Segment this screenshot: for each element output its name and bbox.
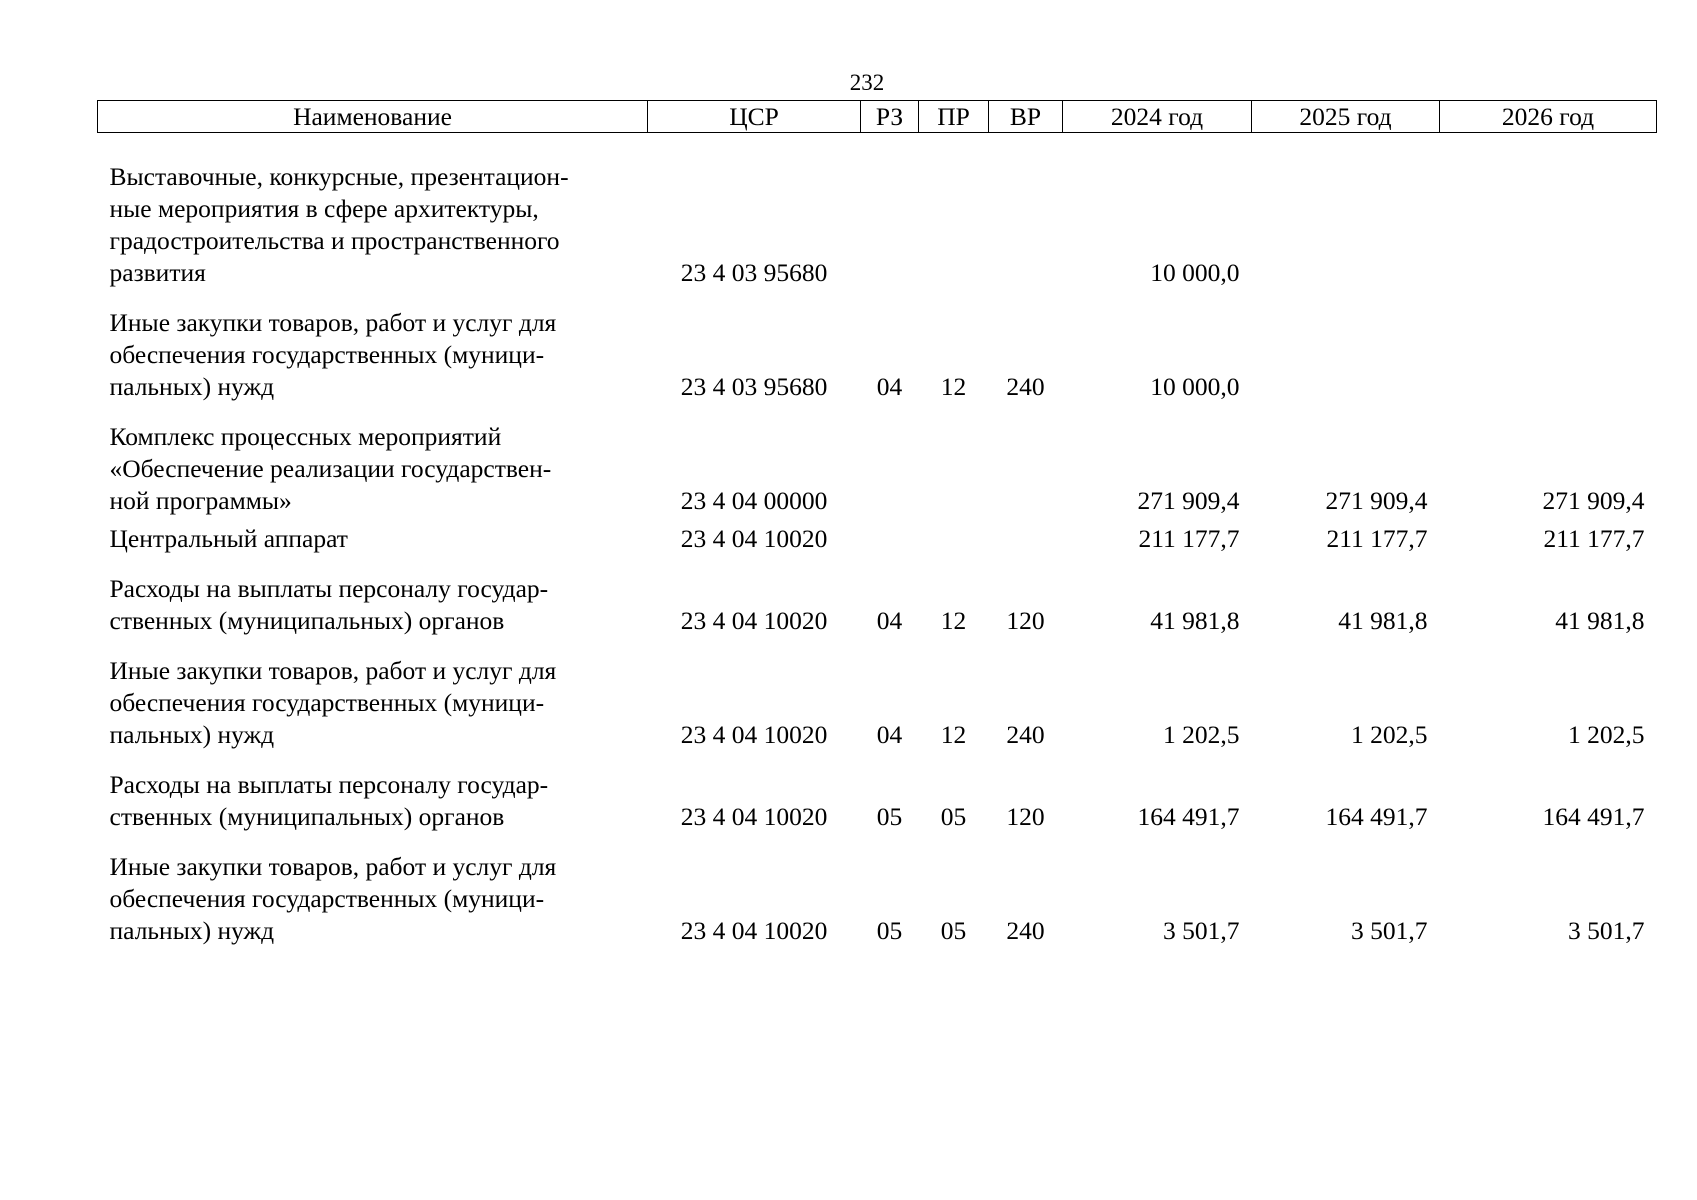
row-pr: 12 bbox=[940, 606, 967, 635]
row-rz: 04 bbox=[876, 720, 903, 749]
row-rz: 04 bbox=[876, 372, 903, 401]
row-vr: 240 bbox=[1006, 372, 1045, 401]
row-name-line: пальных) нужд bbox=[109, 720, 275, 749]
header-rz: РЗ bbox=[861, 101, 919, 133]
table-body bbox=[98, 133, 1657, 948]
table-row bbox=[98, 161, 1657, 289]
row-2024: 211 177,7 bbox=[1138, 524, 1240, 553]
row-vr bbox=[989, 161, 1063, 289]
row-name-line: Иные закупки товаров, работ и услуг для bbox=[109, 308, 557, 337]
row-name-line: Расходы на выплаты персоналу государ- bbox=[109, 770, 549, 799]
row-2026: 164 491,7 bbox=[1542, 802, 1645, 831]
row-csr: 23 4 04 10020 bbox=[680, 524, 828, 553]
row-2025: 41 981,8 bbox=[1338, 606, 1428, 635]
table-row bbox=[98, 307, 1657, 403]
row-name-line: обеспечения государственных (муници- bbox=[109, 688, 545, 717]
header-csr: ЦСР bbox=[648, 101, 861, 133]
row-name bbox=[98, 655, 648, 751]
row-pr bbox=[919, 421, 989, 517]
table-row bbox=[98, 655, 1657, 751]
row-name-line: Иные закупки товаров, работ и услуг для bbox=[109, 656, 557, 685]
row-name-line: пальных) нужд bbox=[109, 372, 275, 401]
row-vr bbox=[989, 421, 1063, 517]
table-row bbox=[98, 523, 1657, 555]
page-number: 232 bbox=[849, 70, 885, 95]
row-name-line: развития bbox=[109, 258, 206, 287]
row-vr bbox=[989, 523, 1063, 555]
budget-table bbox=[97, 100, 1657, 947]
row-pr: 12 bbox=[940, 372, 967, 401]
row-pr: 05 bbox=[940, 916, 967, 945]
row-pr: 05 bbox=[940, 802, 967, 831]
row-name bbox=[98, 307, 648, 403]
table-row bbox=[98, 769, 1657, 833]
header-vr: ВР bbox=[989, 101, 1063, 133]
row-name-line: Выставочные, конкурсные, презентацион- bbox=[109, 162, 569, 191]
row-rz bbox=[861, 523, 919, 555]
table-header-row bbox=[98, 101, 1657, 133]
row-2025: 3 501,7 bbox=[1351, 916, 1428, 945]
row-name-line: обеспечения государственных (муници- bbox=[109, 340, 545, 369]
row-2024: 41 981,8 bbox=[1150, 606, 1240, 635]
row-vr: 240 bbox=[1006, 720, 1045, 749]
row-name-line: Расходы на выплаты персоналу государ- bbox=[109, 574, 549, 603]
header-name: Наименование bbox=[98, 101, 648, 133]
row-csr: 23 4 04 10020 bbox=[680, 606, 828, 635]
row-2025 bbox=[1252, 307, 1440, 403]
row-csr: 23 4 04 10020 bbox=[680, 720, 828, 749]
row-name bbox=[98, 851, 648, 947]
row-2025: 271 909,4 bbox=[1325, 486, 1428, 515]
row-csr: 23 4 03 95680 bbox=[680, 372, 828, 401]
row-pr bbox=[919, 161, 989, 289]
row-rz: 05 bbox=[876, 802, 903, 831]
row-2025: 1 202,5 bbox=[1351, 720, 1428, 749]
row-2024: 1 202,5 bbox=[1163, 720, 1240, 749]
row-2024: 10 000,0 bbox=[1150, 372, 1240, 401]
row-rz: 04 bbox=[876, 606, 903, 635]
table-row bbox=[98, 573, 1657, 637]
row-2024: 3 501,7 bbox=[1163, 916, 1240, 945]
row-2025 bbox=[1252, 161, 1440, 289]
row-name bbox=[98, 161, 648, 289]
row-name-line: Центральный аппарат bbox=[109, 524, 348, 553]
row-2026: 271 909,4 bbox=[1542, 486, 1645, 515]
row-rz: 05 bbox=[876, 916, 903, 945]
row-name-line: обеспечения государственных (муници- bbox=[109, 884, 545, 913]
row-rz bbox=[861, 161, 919, 289]
header-2024: 2024 год bbox=[1063, 101, 1252, 133]
row-vr: 120 bbox=[1006, 606, 1045, 635]
row-2025: 211 177,7 bbox=[1326, 524, 1428, 553]
row-csr: 23 4 04 10020 bbox=[680, 916, 828, 945]
row-2026: 211 177,7 bbox=[1543, 524, 1645, 553]
row-pr bbox=[919, 523, 989, 555]
row-name bbox=[98, 573, 648, 637]
row-name-line: ной программы» bbox=[109, 486, 292, 515]
row-vr: 240 bbox=[1006, 916, 1045, 945]
header-pr: ПР bbox=[919, 101, 989, 133]
row-2026 bbox=[1440, 307, 1657, 403]
row-2026: 41 981,8 bbox=[1555, 606, 1645, 635]
row-name bbox=[98, 421, 648, 517]
table-row bbox=[98, 851, 1657, 947]
row-name-line: ственных (муниципальных) органов bbox=[109, 606, 505, 635]
row-csr: 23 4 04 00000 bbox=[680, 486, 828, 515]
row-name-line: «Обеспечение реализации государствен- bbox=[109, 454, 552, 483]
row-2026: 1 202,5 bbox=[1568, 720, 1645, 749]
row-2024: 271 909,4 bbox=[1137, 486, 1240, 515]
row-name-line: Иные закупки товаров, работ и услуг для bbox=[109, 852, 557, 881]
row-rz bbox=[861, 421, 919, 517]
row-vr: 120 bbox=[1006, 802, 1045, 831]
header-2026: 2026 год bbox=[1440, 101, 1657, 133]
row-pr: 12 bbox=[940, 720, 967, 749]
row-2024: 164 491,7 bbox=[1137, 802, 1240, 831]
header-2025: 2025 год bbox=[1252, 101, 1440, 133]
table-row bbox=[98, 421, 1657, 517]
row-name-line: ственных (муниципальных) органов bbox=[109, 802, 505, 831]
row-name bbox=[98, 769, 648, 833]
row-name-line: пальных) нужд bbox=[109, 916, 275, 945]
row-name bbox=[98, 523, 648, 555]
row-2024: 10 000,0 bbox=[1150, 258, 1240, 287]
row-2026: 3 501,7 bbox=[1568, 916, 1645, 945]
row-2026 bbox=[1440, 161, 1657, 289]
row-csr: 23 4 03 95680 bbox=[680, 258, 828, 287]
row-name-line: градостроительства и пространственного bbox=[109, 226, 560, 255]
row-csr: 23 4 04 10020 bbox=[680, 802, 828, 831]
row-2025: 164 491,7 bbox=[1325, 802, 1428, 831]
row-name-line: Комплекс процессных мероприятий bbox=[109, 422, 502, 451]
row-name-line: ные мероприятия в сфере архитектуры, bbox=[109, 194, 539, 223]
